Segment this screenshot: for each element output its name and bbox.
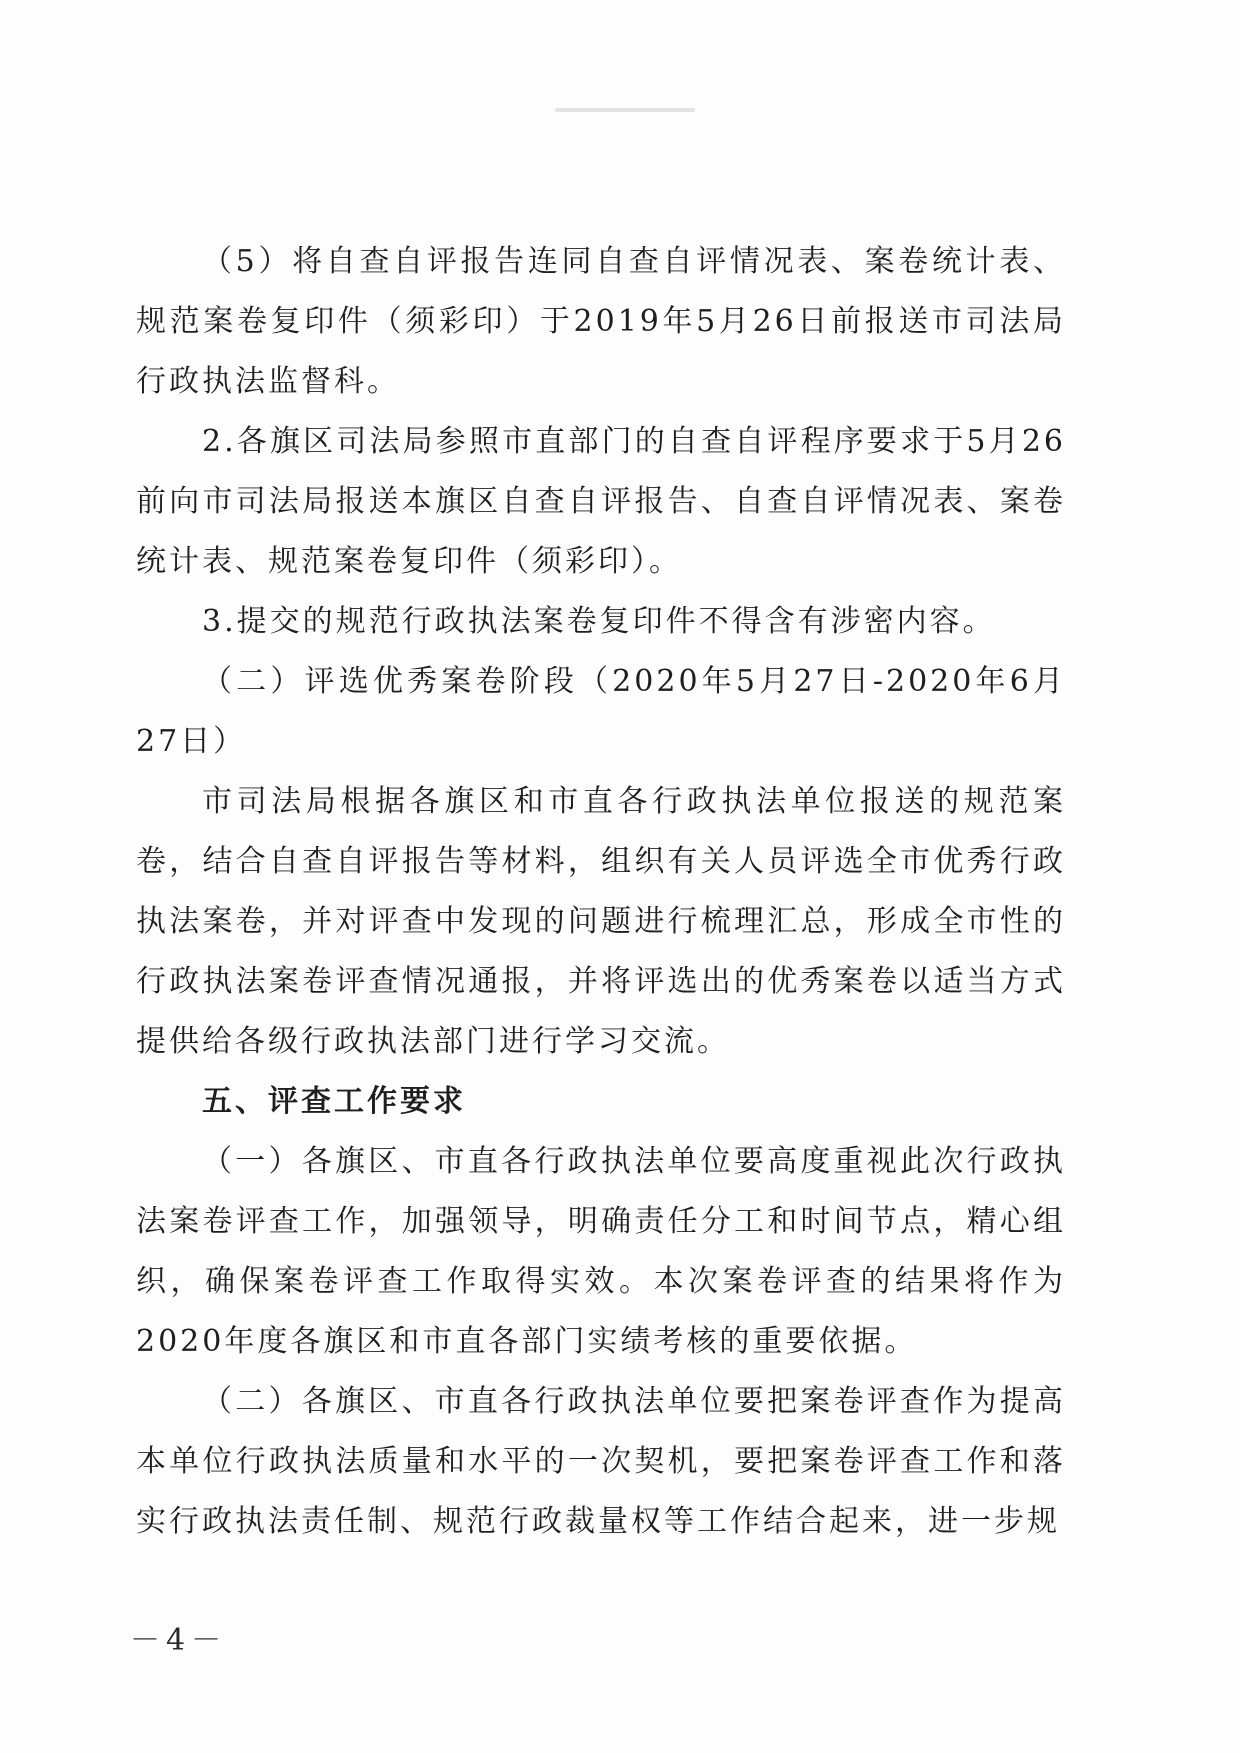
paragraph-no-classified: 3.提交的规范行政执法案卷复印件不得含有涉密内容。 xyxy=(202,604,996,639)
page-number: －4－ xyxy=(130,1623,228,1658)
scan-artifact xyxy=(555,108,695,112)
document-body xyxy=(136,232,1066,1552)
paragraph-selection-stage: （二）评选优秀案卷阶段（2020年5月27日-2020年6月27日） xyxy=(136,664,1066,759)
paragraph-requirement-two: （二）各旗区、市直各行政执法单位要把案卷评查作为提高本单位行政执法质量和水平的一次契机，要把案卷评查工作和落实行政执法责任制、规范行政裁量权等工作结合起来，进一步规 xyxy=(136,1384,1066,1539)
paragraph-requirement-one: （一）各旗区、市直各行政执法单位要高度重视此次行政执法案卷评查工作，加强领导，明确责任分工和时间节点，精心组织，确保案卷评查工作取得实效。本次案卷评查的结果将作为2020年度各旗区和市直各部门实绩考核的重要依据。 xyxy=(136,1144,1066,1359)
section-heading-requirements: 五、评查工作要求 xyxy=(202,1084,466,1119)
paragraph-submit-report: （5）将自查自评报告连同自查自评情况表、案卷统计表、规范案卷复印件（须彩印）于2019年5月26日前报送市司法局行政执法监督科。 xyxy=(136,244,1066,399)
paragraph-banner-bureaus: 2.各旗区司法局参照市直部门的自查自评程序要求于5月26前向市司法局报送本旗区自查自评报告、自查自评情况表、案卷统计表、规范案卷复印件（须彩印）。 xyxy=(136,424,1066,579)
paragraph-selection-detail: 市司法局根据各旗区和市直各行政执法单位报送的规范案卷，结合自查自评报告等材料，组织有关人员评选全市优秀行政执法案卷，并对评查中发现的问题进行梳理汇总，形成全市性的行政执法案卷评查情况通报，并将评选出的优秀案卷以适当方式提供给各级行政执法部门进行学习交流。 xyxy=(136,784,1066,1059)
